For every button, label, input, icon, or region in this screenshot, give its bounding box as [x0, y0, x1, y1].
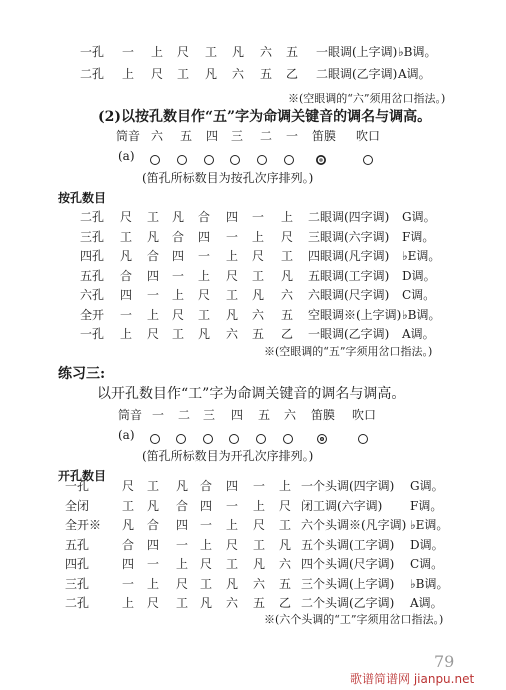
header-cell: 吹口: [352, 408, 377, 422]
pitch-cell: 四: [226, 479, 239, 493]
mode-name: 一眼调(上字调): [316, 45, 398, 59]
table-row: [0, 476, 506, 496]
pitch-cell: 上: [151, 45, 164, 59]
pitch-cell: 凡: [122, 518, 135, 532]
pitch-cell: 一: [122, 576, 135, 591]
pitch-cell: 工: [279, 518, 292, 532]
row-label: 四孔: [80, 249, 105, 263]
table-row: [0, 593, 506, 613]
pitch-cell: 凡: [198, 327, 211, 341]
mouth-hole-icon: [358, 430, 368, 450]
pitch-cell: 合: [172, 229, 185, 244]
hole-open-icon: [177, 151, 187, 171]
pitch-cell: 六: [281, 288, 294, 302]
ex3-note: (笛孔所标数目为开孔次序排列。): [142, 449, 314, 463]
pitch-cell: 上: [226, 249, 239, 263]
pitch-cell: 上: [122, 596, 135, 610]
key-name: ♭B调。: [402, 307, 441, 322]
pitch-cell: 尺: [200, 557, 213, 571]
table-row: [0, 207, 506, 227]
header-cell: 五: [258, 408, 271, 422]
table-row: [0, 42, 506, 62]
pitch-cell: 工: [252, 268, 265, 283]
key-name: G调。: [402, 210, 436, 224]
key-name: ♭B调。: [398, 45, 437, 59]
ex3-header-row: [0, 405, 506, 425]
section2-note: (笛孔所标数目为按孔次序排列。): [142, 171, 314, 185]
row-label: 二孔: [80, 67, 105, 81]
row-label: 一孔: [80, 45, 105, 59]
pitch-cell: 一: [252, 210, 265, 224]
mode-name: 一个头调(四字调): [301, 479, 395, 493]
hole-open-icon: [284, 151, 294, 171]
mode-name: 闭工调(六字调): [301, 498, 383, 513]
top-note: ※(空眼调的“六”须用岔口指法。): [288, 92, 446, 105]
pitch-cell: 一: [172, 268, 185, 283]
mouth-hole-icon: [363, 151, 373, 171]
header-cell: 筒音: [118, 408, 143, 422]
table-row: [0, 496, 506, 516]
row-label: 二孔: [65, 596, 90, 610]
section2-flute-diagram: [0, 146, 506, 166]
key-name: F调。: [402, 229, 435, 244]
mode-name: 二眼调(四字调): [308, 210, 390, 224]
row-label: 三孔: [65, 576, 90, 591]
pitch-cell: 一: [147, 557, 160, 571]
pitch-cell: 六: [252, 307, 265, 322]
pitch-cell: 五: [281, 307, 294, 322]
pitch-cell: 五: [253, 596, 266, 610]
watermark: 歌谱简谱网 jianpu.net: [350, 672, 475, 686]
pitch-cell: 凡: [232, 45, 245, 59]
section2-list-label: 按孔数目: [58, 191, 107, 205]
pitch-cell: 一: [253, 479, 266, 493]
pitch-cell: 凡: [172, 210, 185, 224]
ex3-flute-diagram: [0, 425, 506, 445]
header-cell: 三: [231, 129, 244, 143]
pitch-cell: 上: [122, 67, 135, 81]
row-label: 五孔: [65, 537, 90, 552]
pitch-cell: 尺: [281, 229, 294, 244]
pitch-cell: 一: [147, 288, 160, 302]
pitch-cell: 尺: [279, 498, 292, 513]
pitch-cell: 上: [147, 307, 160, 322]
pitch-cell: 合: [147, 518, 160, 532]
mode-name: 一眼调(乙字调): [308, 327, 390, 341]
table-row: [0, 285, 506, 305]
pitch-cell: 凡: [147, 498, 160, 513]
header-cell: 吹口: [356, 129, 381, 143]
table-row: [0, 305, 506, 325]
pitch-cell: 四: [176, 518, 189, 532]
row-label: 全开: [80, 307, 105, 322]
key-name: G调。: [410, 479, 444, 493]
key-name: ♭E调。: [410, 518, 449, 532]
header-cell: 六: [151, 129, 164, 143]
pitch-cell: 乙: [281, 327, 294, 341]
pitch-cell: 工: [226, 288, 239, 302]
diagram-label: (a): [118, 149, 135, 163]
table-row: [0, 246, 506, 266]
pitch-cell: 四: [122, 557, 135, 571]
pitch-cell: 工: [177, 67, 190, 81]
pitch-cell: 工: [120, 229, 133, 244]
pitch-cell: 尺: [151, 67, 164, 81]
pitch-cell: 一: [226, 229, 239, 244]
header-cell: 一: [286, 129, 299, 143]
section2-footnote: ※(空眼调的“五”字须用岔口指法。): [264, 345, 433, 358]
pitch-cell: 尺: [226, 268, 239, 283]
pitch-cell: 凡: [253, 557, 266, 571]
mode-name: 五眼调(工字调): [308, 268, 390, 283]
pitch-cell: 一: [176, 537, 189, 552]
row-label: 一孔: [65, 479, 90, 493]
pitch-cell: 工: [198, 307, 211, 322]
membrane-hole-icon: [317, 430, 327, 450]
key-name: D调。: [410, 537, 444, 552]
pitch-cell: 尺: [252, 249, 265, 263]
pitch-cell: 凡: [226, 576, 239, 591]
pitch-cell: 凡: [176, 479, 189, 493]
mode-name: 六个头调※(凡字调): [301, 518, 407, 532]
pitch-cell: 工: [281, 249, 294, 263]
pitch-cell: 合: [176, 498, 189, 513]
pitch-cell: 工: [205, 45, 218, 59]
pitch-cell: 凡: [279, 537, 292, 552]
header-cell: 四: [231, 408, 244, 422]
pitch-cell: 合: [122, 537, 135, 552]
pitch-cell: 工: [253, 537, 266, 552]
row-label: 六孔: [80, 288, 105, 302]
pitch-cell: 工: [200, 576, 213, 591]
exercise-subtitle: 以开孔数目作“工”字为命调关键音的调名与调高。: [97, 386, 406, 402]
header-cell: 笛膜: [312, 129, 337, 143]
mode-name: 空眼调※(上字调): [308, 307, 402, 322]
pitch-cell: 工: [147, 210, 160, 224]
pitch-cell: 六: [226, 327, 239, 341]
pitch-cell: 尺: [253, 518, 266, 532]
pitch-cell: 凡: [147, 229, 160, 244]
row-label: 二孔: [80, 210, 105, 224]
key-name: D调。: [402, 268, 436, 283]
key-name: A调。: [402, 327, 435, 341]
mode-name: 三眼调(六字调): [308, 229, 390, 244]
pitch-cell: 凡: [281, 268, 294, 283]
pitch-cell: 上: [172, 288, 185, 302]
pitch-cell: 四: [172, 249, 185, 263]
pitch-cell: 上: [279, 479, 292, 493]
key-name: F调。: [410, 498, 443, 513]
pitch-cell: 四: [226, 210, 239, 224]
hole-open-icon: [257, 151, 267, 171]
key-name: ♭E调。: [402, 249, 441, 263]
pitch-cell: 尺: [198, 288, 211, 302]
pitch-cell: 上: [200, 537, 213, 552]
pitch-cell: 四: [120, 288, 133, 302]
hole-open-icon: [204, 151, 214, 171]
pitch-cell: 工: [226, 557, 239, 571]
table-row: [0, 554, 506, 574]
header-cell: 筒音: [116, 129, 141, 143]
section2-title: (2)以按孔数目作“五”字为命调关键音的调名与调高。: [98, 109, 432, 125]
header-cell: 一: [152, 408, 165, 422]
pitch-cell: 上: [176, 557, 189, 571]
header-cell: 六: [284, 408, 297, 422]
pitch-cell: 六: [260, 45, 273, 59]
pitch-cell: 尺: [177, 45, 190, 59]
membrane-hole-icon: [316, 151, 326, 171]
pitch-cell: 一: [226, 498, 239, 513]
pitch-cell: 五: [260, 67, 273, 81]
header-cell: 四: [206, 129, 219, 143]
pitch-cell: 一: [122, 45, 135, 59]
header-cell: 笛膜: [311, 408, 336, 422]
pitch-cell: 六: [279, 557, 292, 571]
pitch-cell: 尺: [122, 479, 135, 493]
mode-name: 五个头调(工字调): [301, 537, 395, 552]
pitch-cell: 六: [253, 576, 266, 591]
section2-header-row: [0, 126, 506, 146]
row-label: 五孔: [80, 268, 105, 283]
table-row: [0, 574, 506, 594]
pitch-cell: 五: [286, 45, 299, 59]
table-row: [0, 266, 506, 286]
pitch-cell: 一: [120, 307, 133, 322]
pitch-cell: 凡: [252, 288, 265, 302]
mode-name: 六眼调(尺字调): [308, 288, 390, 302]
row-label: 全闭: [65, 498, 90, 513]
mode-name: 四个头调(尺字调): [301, 557, 395, 571]
pitch-cell: 凡: [120, 249, 133, 263]
mode-name: 二个头调(乙字调): [301, 596, 395, 610]
pitch-cell: 上: [281, 210, 294, 224]
pitch-cell: 乙: [279, 596, 292, 610]
pitch-cell: 六: [226, 596, 239, 610]
pitch-cell: 乙: [286, 67, 299, 81]
pitch-cell: 上: [253, 498, 266, 513]
key-name: A调。: [398, 67, 431, 81]
table-row: [0, 64, 506, 84]
table-row: [0, 535, 506, 555]
pitch-cell: 五: [279, 576, 292, 591]
pitch-cell: 工: [122, 498, 135, 513]
pitch-cell: 合: [200, 479, 213, 493]
pitch-cell: 凡: [200, 596, 213, 610]
pitch-cell: 工: [147, 479, 160, 493]
header-cell: 二: [178, 408, 191, 422]
pitch-cell: 尺: [172, 307, 185, 322]
pitch-cell: 上: [147, 576, 160, 591]
pitch-cell: 工: [176, 596, 189, 610]
header-cell: 三: [203, 408, 216, 422]
pitch-cell: 一: [200, 518, 213, 532]
pitch-cell: 四: [200, 498, 213, 513]
header-cell: 五: [180, 129, 193, 143]
mode-name: 二眼调(乙字调): [316, 67, 398, 81]
key-name: C调。: [402, 288, 436, 302]
hole-open-icon: [150, 151, 160, 171]
row-label: 全开※: [65, 518, 102, 532]
key-name: C调。: [410, 557, 444, 571]
pitch-cell: 尺: [147, 596, 160, 610]
table-row: [0, 515, 506, 535]
key-name: A调。: [410, 596, 443, 610]
exercise-title: 练习三:: [58, 366, 106, 382]
row-label: 三孔: [80, 229, 105, 244]
pitch-cell: 合: [120, 268, 133, 283]
pitch-cell: 合: [198, 210, 211, 224]
pitch-cell: 四: [147, 268, 160, 283]
ex3-footnote: ※(六个头调的“工”字须用岔口指法。): [264, 613, 444, 626]
pitch-cell: 上: [120, 327, 133, 341]
pitch-cell: 上: [198, 268, 211, 283]
pitch-cell: 六: [232, 67, 245, 81]
pitch-cell: 四: [147, 537, 160, 552]
row-label: 一孔: [80, 327, 105, 341]
hole-open-icon: [230, 151, 240, 171]
pitch-cell: 尺: [226, 537, 239, 552]
table-row: [0, 227, 506, 247]
key-name: ♭B调。: [410, 576, 449, 591]
pitch-cell: 上: [226, 518, 239, 532]
pitch-cell: 尺: [120, 210, 133, 224]
page-number: 79: [434, 652, 455, 671]
mode-name: 四眼调(凡字调): [308, 249, 390, 263]
row-label: 四孔: [65, 557, 90, 571]
pitch-cell: 凡: [205, 67, 218, 81]
pitch-cell: 合: [147, 249, 160, 263]
table-row: [0, 324, 506, 344]
diagram-label: (a): [118, 428, 135, 442]
pitch-cell: 尺: [147, 327, 160, 341]
mode-name: 三个头调(上字调): [301, 576, 395, 591]
pitch-cell: 五: [252, 327, 265, 341]
pitch-cell: 一: [198, 249, 211, 263]
pitch-cell: 尺: [176, 576, 189, 591]
pitch-cell: 工: [172, 327, 185, 341]
pitch-cell: 凡: [226, 307, 239, 322]
ex3-list-label: 开孔数目: [58, 469, 107, 483]
pitch-cell: 上: [252, 229, 265, 244]
pitch-cell: 四: [198, 229, 211, 244]
header-cell: 二: [260, 129, 273, 143]
